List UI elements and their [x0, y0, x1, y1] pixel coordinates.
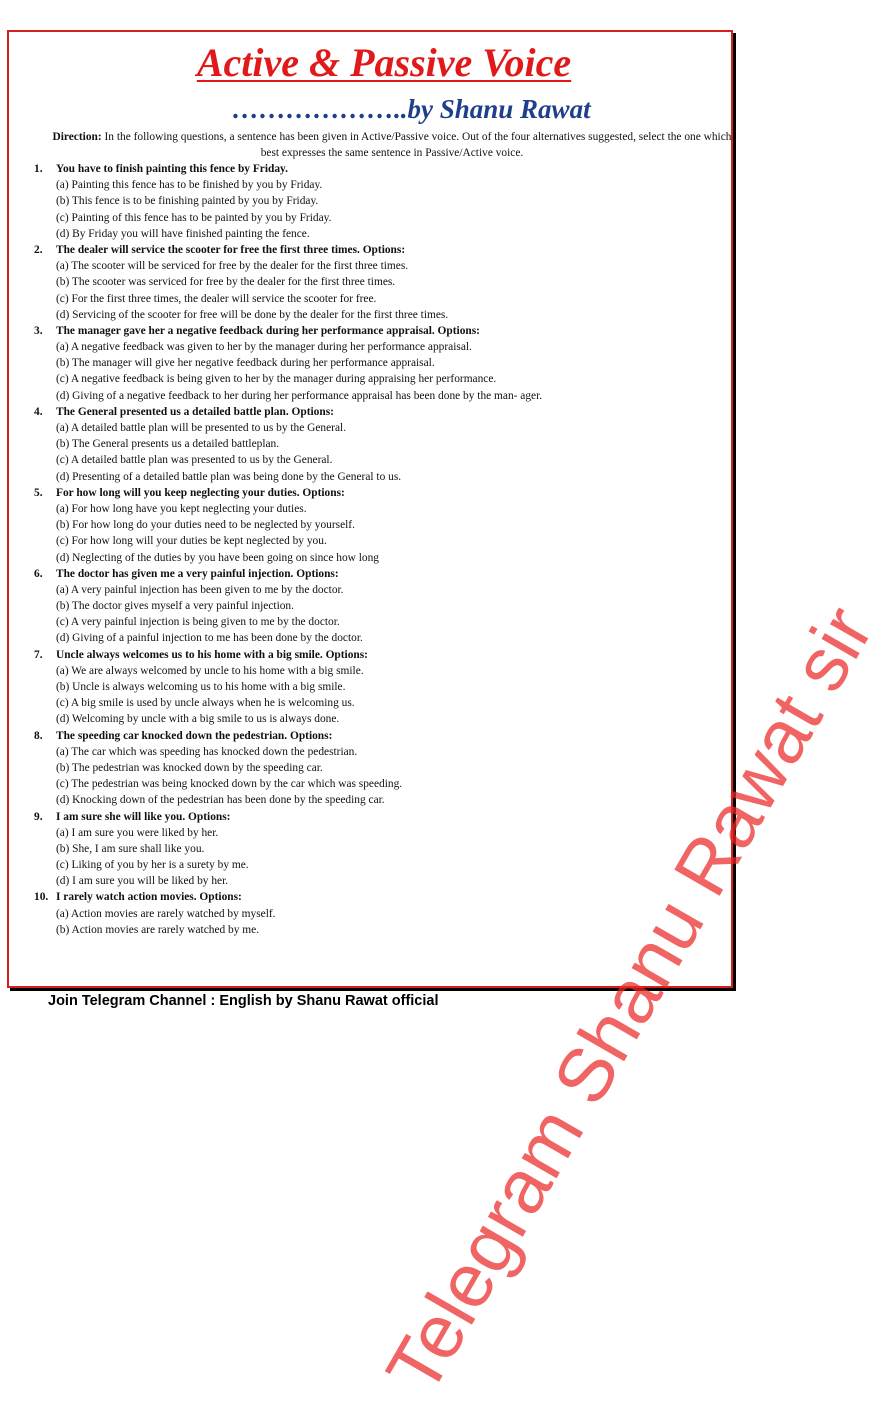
answer-option: (a) We are always welcomed by uncle to his home with a big smile. — [56, 664, 364, 677]
question-number: 10. — [34, 891, 49, 904]
answer-option: (a) The scooter will be serviced for free by the dealer for the first three times. — [56, 260, 409, 273]
answer-option: (a) The car which was speeding has knocked down the pedestrian. — [56, 745, 358, 758]
answer-option: (b) This fence is to be finishing painted by you by Friday. — [56, 195, 319, 208]
answer-option: (b) The pedestrian was knocked down by the speeding car. — [56, 761, 323, 774]
question-number: 1. — [34, 163, 43, 175]
answer-option: (b) She, I am sure shall like you. — [56, 842, 205, 855]
answer-option: (b) Uncle is always welcoming us to his home with a big smile. — [56, 681, 346, 693]
answer-option: (c) A detailed battle plan was presented to us by the General. — [56, 454, 333, 467]
question-item — [34, 242, 724, 323]
question-item — [34, 728, 724, 809]
question-item — [34, 889, 724, 938]
question-text: The doctor has given me a very painful injection. Options: — [56, 567, 339, 580]
answer-option: (c) The pedestrian was being knocked down by the car which was speeding. — [56, 778, 403, 791]
question-number: 2. — [34, 243, 43, 256]
question-list — [34, 161, 724, 938]
answer-option: (a) Action movies are rarely watched by myself. — [56, 907, 276, 920]
answer-option: (d) By Friday you will have finished painting the fence. — [56, 227, 310, 240]
question-number: 8. — [34, 729, 43, 742]
question-item — [34, 566, 724, 647]
question-number: 9. — [34, 810, 43, 823]
direction-body: In the following questions, a sentence has been given in Active/Passive voice. Out of the four alternatives suggested, select the one which best expresses the same sentence in Passive/Active voice. — [104, 131, 732, 159]
watermark-text: Telegram Shanu Rawat sir — [370, 592, 890, 1408]
answer-option: (b) The scooter was serviced for free by the dealer for the first three times. — [56, 276, 396, 289]
question-number: 7. — [34, 648, 43, 661]
answer-option: (c) Liking of you by her is a surety by me. — [56, 859, 249, 872]
question-header — [34, 728, 724, 744]
question-item — [34, 809, 724, 890]
answer-option: (a) A negative feedback was given to her by the manager during her performance appraisal. — [56, 341, 472, 354]
answer-option: (a) Painting this fence has to be finished by you by Friday. — [56, 179, 323, 192]
question-number: 6. — [34, 567, 43, 580]
answer-option: (c) For how long will your duties be kept neglected by you. — [56, 535, 327, 548]
question-item — [34, 161, 724, 242]
answer-option: (a) A detailed battle plan will be presented to us by the General. — [56, 422, 347, 434]
question-header — [34, 566, 724, 582]
question-item — [34, 485, 724, 566]
answer-option: (d) Welcoming by uncle with a big smile to us is always done. — [56, 713, 340, 726]
question-header — [34, 485, 724, 501]
question-number: 4. — [34, 405, 43, 418]
answer-option: (a) A very painful injection has been given to me by the doctor. — [56, 583, 344, 596]
question-header — [34, 809, 724, 825]
question-text: The speeding car knocked down the pedestrian. Options: — [56, 729, 333, 742]
question-text: The manager gave her a negative feedback during her performance appraisal. Options: — [56, 324, 480, 337]
answer-option: (a) I am sure you were liked by her. — [56, 826, 219, 839]
answer-option: (d) Neglecting of the duties by you have been going on since how long — [56, 551, 379, 564]
question-number: 5. — [34, 486, 43, 499]
answer-option: (b) The doctor gives myself a very painful injection. — [56, 600, 294, 613]
question-item — [34, 404, 724, 485]
question-header — [34, 161, 724, 177]
question-item — [34, 323, 724, 404]
answer-option: (a) For how long have you kept neglecting your duties. — [56, 502, 307, 515]
direction-text — [52, 129, 732, 161]
question-text: The dealer will service the scooter for free the first three times. Options: — [56, 243, 406, 256]
page-title: Active & Passive Voice — [196, 40, 572, 85]
answer-option: (d) Servicing of the scooter for free will be done by the dealer for the first three times. — [56, 308, 449, 321]
answer-option: (c) A negative feedback is being given to her by the manager during appraising her performance. — [56, 373, 497, 386]
question-item — [34, 647, 724, 728]
answer-option: (b) For how long do your duties need to be neglected by yourself. — [56, 519, 355, 532]
answer-option: (d) Giving of a negative feedback to her during her performance appraisal has been done by the man- ager. — [56, 389, 543, 402]
answer-option: (d) Knocking down of the pedestrian has been done by the speeding car. — [56, 794, 385, 807]
question-text: I rarely watch action movies. Options: — [56, 891, 242, 904]
footer-telegram: Join Telegram Channel : English by Shanu Rawat official — [48, 993, 439, 1009]
question-text: I am sure she will like you. Options: — [56, 810, 231, 823]
answer-option: (c) For the first three times, the dealer will service the scooter for free. — [56, 292, 377, 305]
question-header — [34, 323, 724, 339]
question-text: The General presented us a detailed battle plan. Options: — [56, 405, 334, 418]
question-header — [34, 242, 724, 258]
question-number: 3. — [34, 324, 43, 337]
question-header — [34, 889, 724, 905]
answer-option: (c) A big smile is used by uncle always when he is welcoming us. — [56, 697, 355, 710]
answer-option: (b) Action movies are rarely watched by me. — [56, 923, 260, 936]
question-header — [34, 647, 724, 663]
answer-option: (b) The General presents us a detailed battleplan. — [56, 438, 280, 451]
question-header — [34, 404, 724, 420]
direction-label: Direction: — [52, 131, 102, 143]
answer-option: (c) A very painful injection is being given to me by the doctor. — [56, 616, 340, 629]
question-text: Uncle always welcomes us to his home with a big smile. Options: — [56, 648, 368, 661]
answer-option: (b) The manager will give her negative feedback during her performance appraisal. — [56, 357, 435, 370]
answer-option: (d) Giving of a painful injection to me has been done by the doctor. — [56, 632, 363, 645]
question-text: For how long will you keep neglecting your duties. Options: — [56, 486, 345, 499]
answer-option: (c) Painting of this fence has to be painted by you by Friday. — [56, 211, 332, 224]
author-byline: ………………..by Shanu Rawat — [232, 94, 591, 124]
question-text: You have to finish painting this fence by Friday. — [56, 163, 288, 175]
answer-option: (d) Presenting of a detailed battle plan was being done by the General to us. — [56, 470, 402, 483]
answer-option: (d) I am sure you will be liked by her. — [56, 875, 229, 888]
